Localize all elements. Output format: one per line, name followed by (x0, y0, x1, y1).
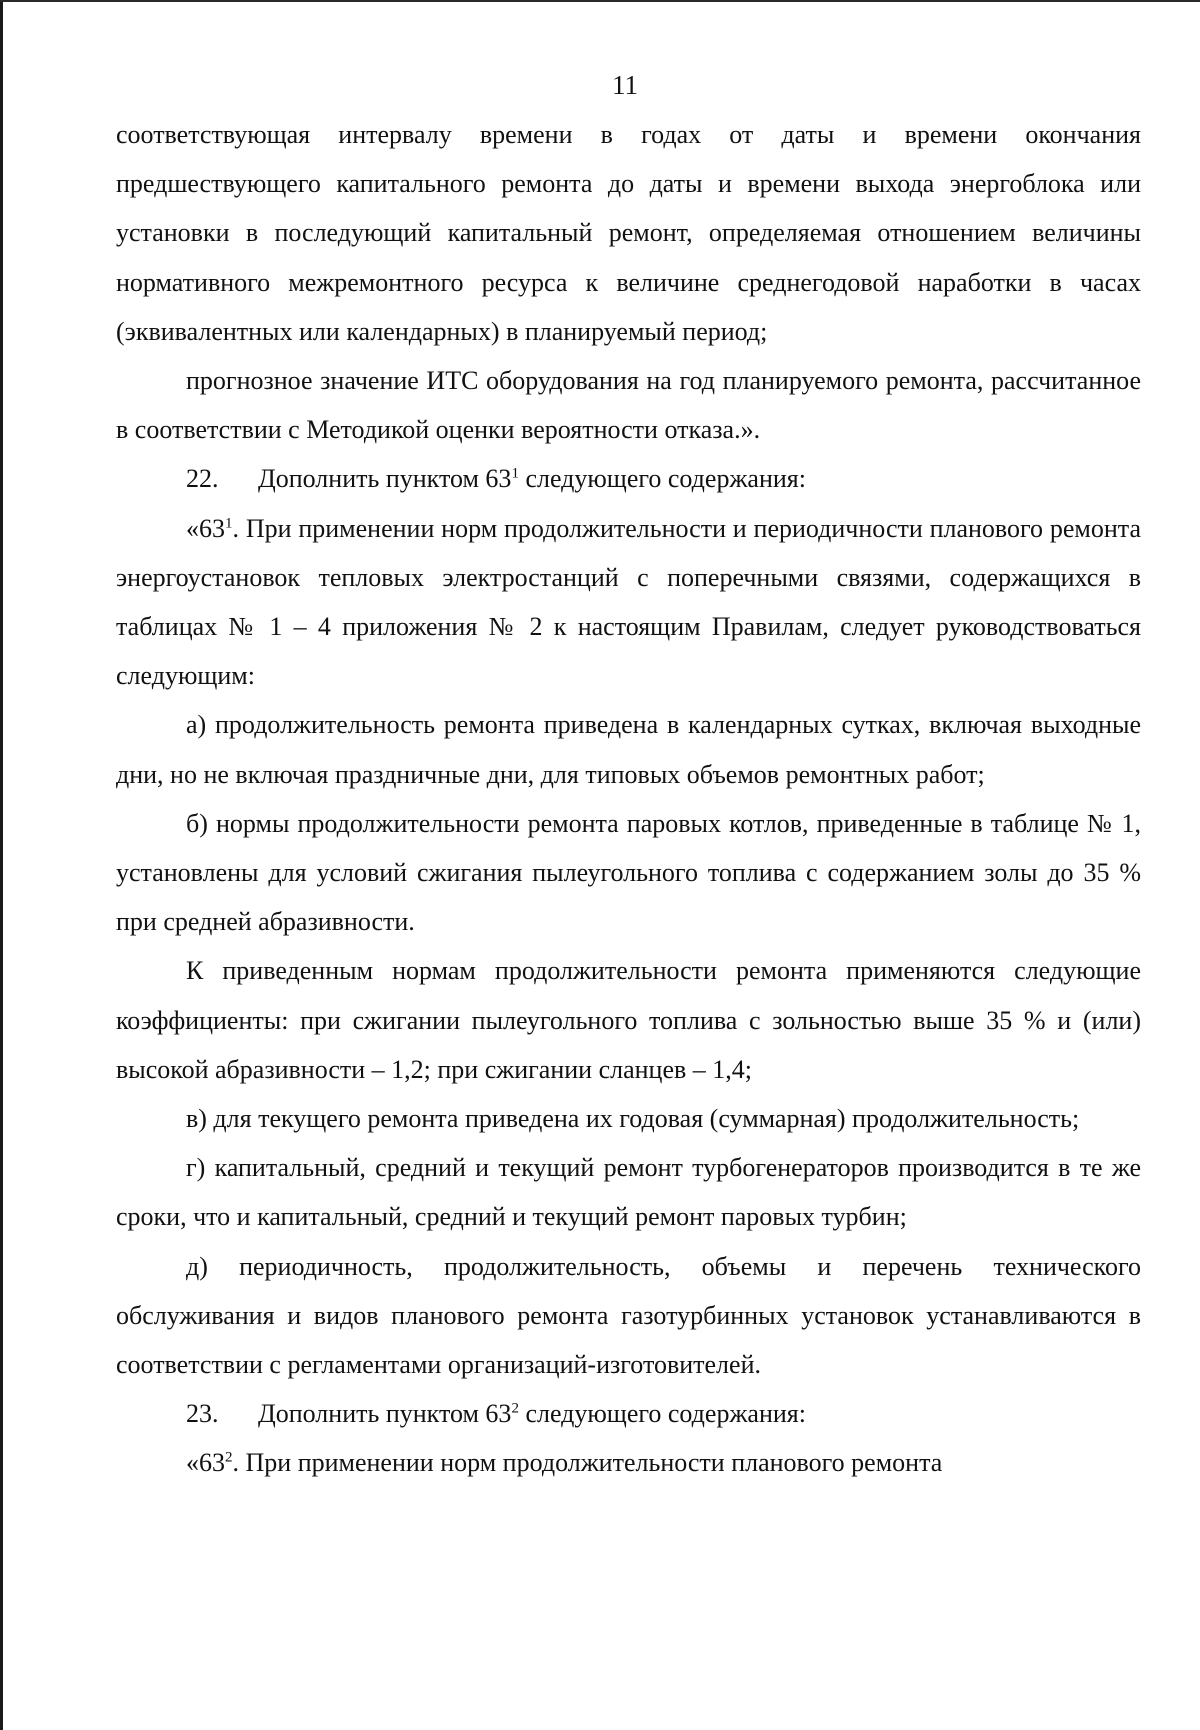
paragraph-63-2-prefix: «63 (186, 1448, 225, 1478)
document-body (116, 110, 1141, 1488)
item-23-number: 23. (186, 1399, 219, 1429)
item-23-superscript: 2 (511, 1400, 519, 1417)
paragraph-g: г) капитальный, средний и текущий ремонт турбогенераторов производится в те же сроки, что и капитальный, средний и текущий ремонт паровых турбин; (116, 1153, 1141, 1232)
paragraph-d: д) периодичность, продолжительность, объемы и перечень технического обслуживания и видов планового ремонта газотурбинных установок устанавливаются в соответствии с регламентами организаций-изготовителей. (116, 1251, 1141, 1380)
paragraph-63-1-prefix: «63 (186, 513, 225, 543)
item-23 (116, 1389, 1141, 1438)
item-22-number: 22. (186, 464, 219, 494)
paragraph-63-1-superscript: 1 (225, 514, 233, 531)
item-23-text: Дополнить пунктом 63 (258, 1399, 512, 1429)
paragraph-63-2-text: . При применении норм продолжительности планового ремонта (232, 1448, 943, 1478)
page-number: 11 (612, 70, 638, 100)
item-22-superscript: 1 (511, 465, 519, 482)
paragraph-its-forecast: прогнозное значение ИТС оборудования на год планируемого ремонта, рассчитанное в соответствии с Методикой оценки вероятности отказа.». (116, 366, 1141, 445)
paragraph-b: б) нормы продолжительности ремонта паровых котлов, приведенные в таблице № 1, установлены для условий сжигания пылеугольного топлива с содержанием золы до 35 % при средней абразивности. (116, 808, 1141, 937)
paragraph-v: в) для текущего ремонта приведена их годовая (суммарная) продолжительность; (186, 1104, 1080, 1134)
page-left-edge (0, 0, 3, 1730)
item-22 (116, 454, 1141, 503)
paragraph-63-1 (116, 504, 1141, 701)
item-23-text-end: следующего содержания: (518, 1399, 806, 1429)
paragraph-63-2-superscript: 2 (225, 1449, 233, 1466)
item-22-text-end: следующего содержания: (518, 464, 806, 494)
paragraph-interval-definition: соответствующая интервалу времени в годах от даты и времени окончания предшествующего капитального ремонта до даты и времени выхода энергоблока или установки в последующий капитальный ремонт, определяемая отношением величины нормативного межремонтного ресурса к величине среднегодовой наработки в часах (эквивалентных или календарных) в планируемый период; (116, 120, 1141, 346)
paragraph-63-2 (116, 1438, 1141, 1487)
page-top-edge (0, 0, 1200, 2)
paragraph-a: а) продолжительность ремонта приведена в календарных сутках, включая выходные дни, но не включая праздничные дни, для типовых объемов ремонтных работ; (116, 710, 1141, 789)
paragraph-coefficients: К приведенным нормам продолжительности ремонта применяются следующие коэффициенты: при сжигании пылеугольного топлива с зольностью выше 35 % и (или) высокой абразивности – 1,2; при сжигании сланцев – 1,4; (116, 956, 1141, 1084)
paragraph-63-1-text: . При применении норм продолжительности и периодичности планового ремонта энергоустановок тепловых электростанций с поперечными связями, содержащихся в таблицах № 1 – 4 приложения № 2 к настоящим Правилам, следует руководствоваться следующим: (116, 513, 1141, 691)
item-22-text: Дополнить пунктом 63 (258, 464, 512, 494)
